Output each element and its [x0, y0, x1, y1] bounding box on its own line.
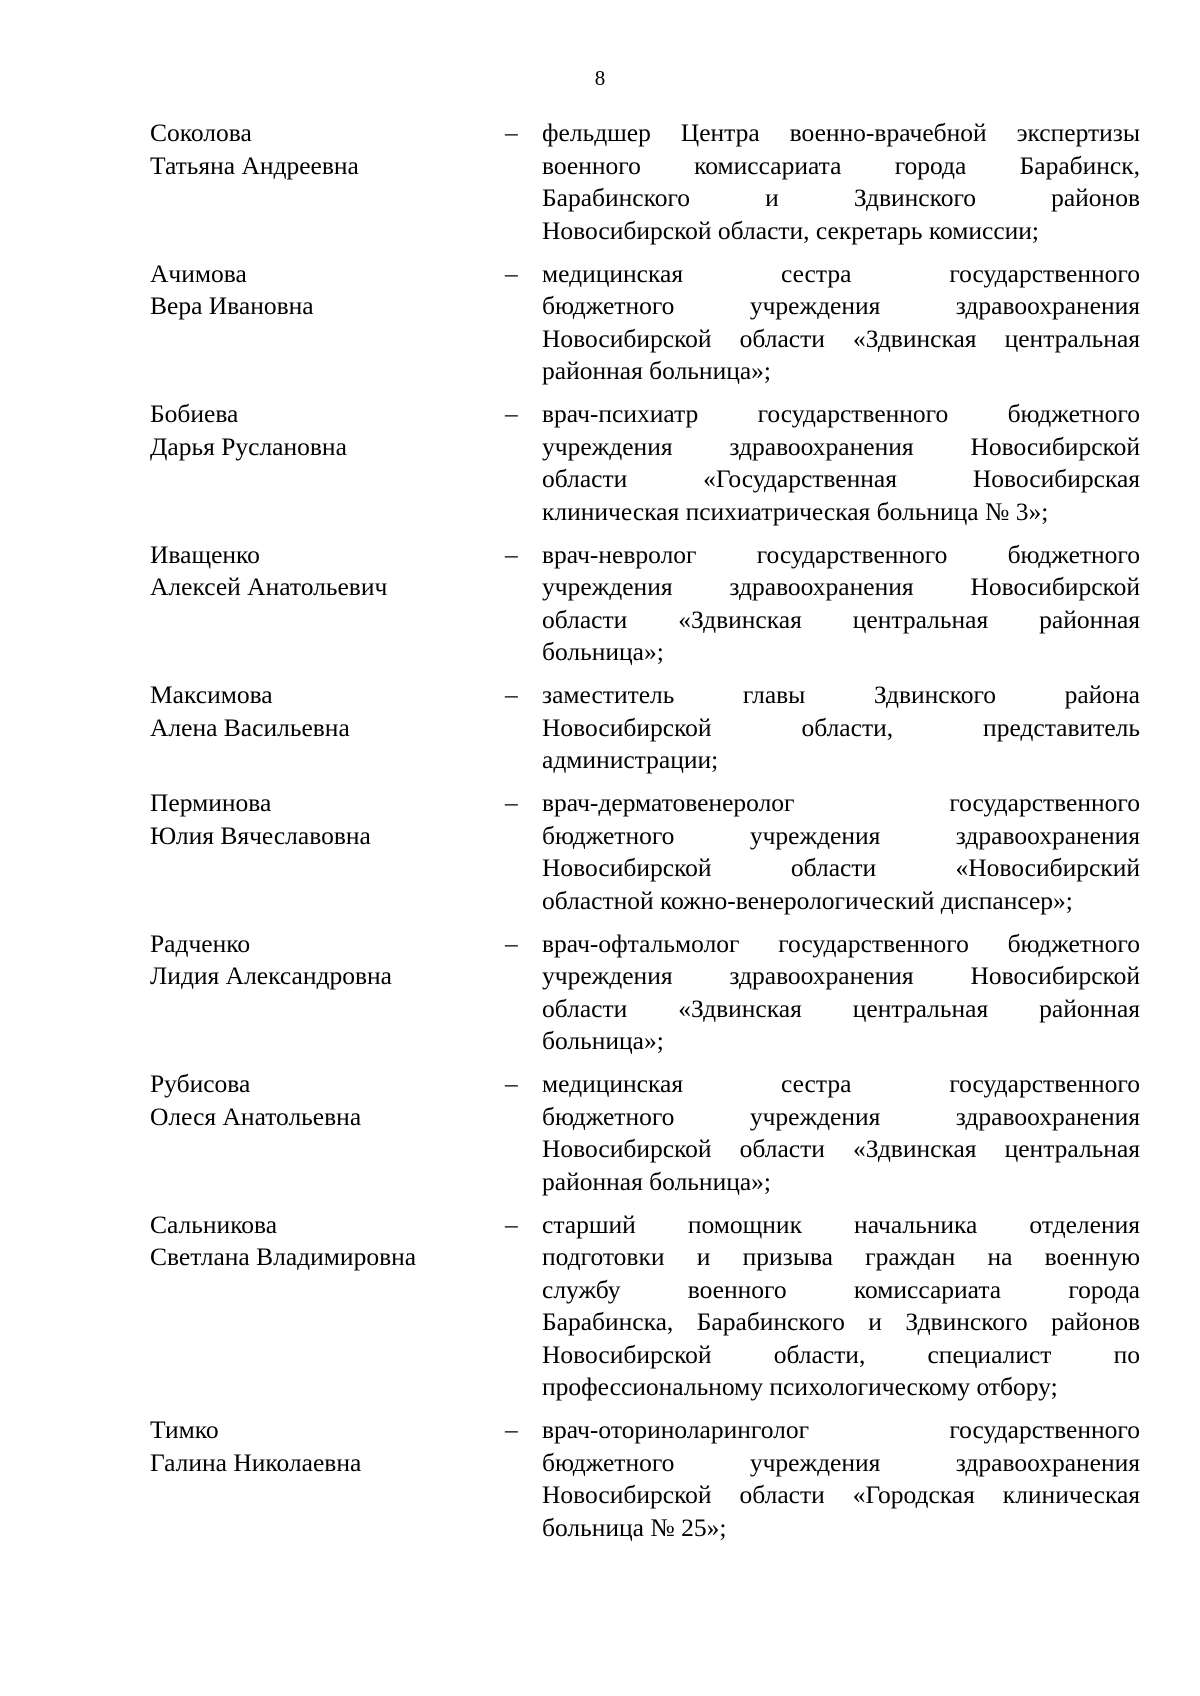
- dash-separator: –: [505, 399, 518, 428]
- role-line: бюджетного учреждения здравоохранения: [542, 1101, 1140, 1131]
- member-surname: Рубисова: [150, 1069, 251, 1098]
- member-given-names: Дарья Руслановна: [150, 431, 347, 461]
- role-line: больница»;: [542, 637, 664, 666]
- member-entry: [150, 258, 1140, 388]
- role-line: старший помощник начальника отделения: [542, 1209, 1140, 1239]
- role-line: учреждения здравоохранения Новосибирской: [542, 572, 1140, 601]
- role-line: области «Здвинская центральная районная: [542, 604, 1140, 634]
- member-given-names: Светлана Владимировна: [150, 1242, 417, 1271]
- role-line: службу военного комиссариата города: [542, 1274, 1140, 1304]
- member-name: [150, 928, 505, 993]
- role-line: учреждения здравоохранения Новосибирской: [542, 961, 1140, 990]
- role-line: районная больница»;: [542, 1166, 772, 1196]
- dash-separator: –: [505, 1209, 518, 1239]
- member-role: [542, 258, 1140, 388]
- member-role: [542, 787, 1140, 917]
- member-role: [542, 398, 1140, 528]
- dash-separator: –: [505, 1415, 518, 1444]
- dash-separator: –: [505, 1069, 518, 1098]
- member-role: [542, 928, 1140, 1058]
- role-line: профессиональному психологическому отбору;: [542, 1372, 1058, 1401]
- member-surname: Соколова: [150, 118, 252, 147]
- role-line: Новосибирской области, представитель: [542, 712, 1140, 742]
- role-line: Барабинского и Здвинского районов: [542, 183, 1140, 212]
- role-line: учреждения здравоохранения Новосибирской: [542, 431, 1140, 461]
- member-role: [542, 1414, 1140, 1544]
- member-role: [542, 679, 1140, 777]
- role-line: медицинская сестра государственного: [542, 1069, 1140, 1098]
- role-line: администрации;: [542, 745, 719, 774]
- role-line: Новосибирской области «Здвинская центральная: [542, 323, 1140, 353]
- member-surname: Максимова: [150, 680, 273, 709]
- member-given-names: Олеся Анатольевна: [150, 1101, 362, 1131]
- member-entry: [150, 1414, 1140, 1544]
- member-given-names: Юлия Вячеславовна: [150, 820, 371, 850]
- member-entry: [150, 1209, 1140, 1404]
- role-line: бюджетного учреждения здравоохранения: [542, 1447, 1140, 1477]
- member-name: [150, 1414, 505, 1479]
- member-given-names: Вера Ивановна: [150, 291, 314, 320]
- member-name: [150, 1209, 505, 1274]
- member-entry: [150, 117, 1140, 247]
- member-given-names: Галина Николаевна: [150, 1447, 362, 1477]
- member-entry: [150, 928, 1140, 1058]
- role-line: Новосибирской области «Городская клиническая: [542, 1480, 1140, 1509]
- member-name: [150, 258, 505, 323]
- dash-separator: –: [505, 788, 518, 817]
- role-line: военного комиссариата города Барабинск,: [542, 150, 1140, 180]
- role-line: Новосибирской области «Здвинская центральная: [542, 1134, 1140, 1163]
- role-line: области «Государственная Новосибирская: [542, 464, 1140, 493]
- member-role: [542, 117, 1140, 247]
- role-line: районная больница»;: [542, 356, 772, 385]
- member-surname: Радченко: [150, 928, 251, 958]
- member-given-names: Татьяна Андреевна: [150, 150, 359, 180]
- role-line: Новосибирской области, секретарь комиссии;: [542, 215, 1040, 245]
- role-line: врач-офтальмолог государственного бюджетного: [542, 928, 1140, 958]
- role-line: заместитель главы Здвинского района: [542, 680, 1140, 709]
- member-given-names: Алексей Анатольевич: [150, 572, 388, 601]
- role-line: клиническая психиатрическая больница № 3»;: [542, 496, 1049, 526]
- member-role: [542, 539, 1140, 669]
- role-line: фельдшер Центра военно-врачебной экспертизы: [542, 118, 1140, 147]
- dash-separator: –: [505, 928, 518, 958]
- role-line: врач-психиатр государственного бюджетного: [542, 399, 1140, 428]
- page-number: 8: [594, 66, 606, 90]
- member-entry: [150, 679, 1140, 777]
- dash-separator: –: [505, 258, 518, 288]
- member-entry: [150, 787, 1140, 917]
- commission-members-list: [150, 117, 1140, 1555]
- role-line: врач-оториноларинголог государственного: [542, 1415, 1140, 1444]
- role-line: областной кожно-венерологический диспансер»;: [542, 885, 1073, 915]
- member-given-names: Алена Васильевна: [150, 712, 350, 742]
- member-surname: Бобиева: [150, 399, 239, 428]
- member-name: [150, 679, 505, 744]
- role-line: врач-дерматовенеролог государственного: [542, 788, 1140, 817]
- dash-separator: –: [505, 539, 518, 569]
- role-line: медицинская сестра государственного: [542, 258, 1140, 288]
- member-surname: Иващенко: [150, 539, 260, 569]
- member-surname: Тимко: [150, 1415, 219, 1444]
- member-role: [542, 1068, 1140, 1198]
- member-entry: [150, 398, 1140, 528]
- member-name: [150, 398, 505, 463]
- role-line: врач-невролог государственного бюджетного: [542, 539, 1140, 569]
- member-name: [150, 539, 505, 604]
- member-entry: [150, 539, 1140, 669]
- member-name: [150, 787, 505, 852]
- member-role: [542, 1209, 1140, 1404]
- member-surname: Ачимова: [150, 258, 247, 288]
- role-line: подготовки и призыва граждан на военную: [542, 1242, 1140, 1271]
- role-line: Новосибирской области «Новосибирский: [542, 853, 1140, 882]
- role-line: Новосибирской области, специалист по: [542, 1339, 1140, 1369]
- member-given-names: Лидия Александровна: [150, 961, 392, 990]
- role-line: бюджетного учреждения здравоохранения: [542, 291, 1140, 320]
- member-name: [150, 1068, 505, 1133]
- member-entry: [150, 1068, 1140, 1198]
- member-surname: Перминова: [150, 788, 272, 817]
- dash-separator: –: [505, 118, 518, 147]
- role-line: больница № 25»;: [542, 1512, 727, 1542]
- role-line: бюджетного учреждения здравоохранения: [542, 820, 1140, 850]
- role-line: больница»;: [542, 1026, 664, 1055]
- role-line: Барабинска, Барабинского и Здвинского районов: [542, 1307, 1140, 1336]
- role-line: области «Здвинская центральная районная: [542, 993, 1140, 1023]
- member-surname: Сальникова: [150, 1209, 278, 1239]
- dash-separator: –: [505, 680, 518, 709]
- member-name: [150, 117, 505, 182]
